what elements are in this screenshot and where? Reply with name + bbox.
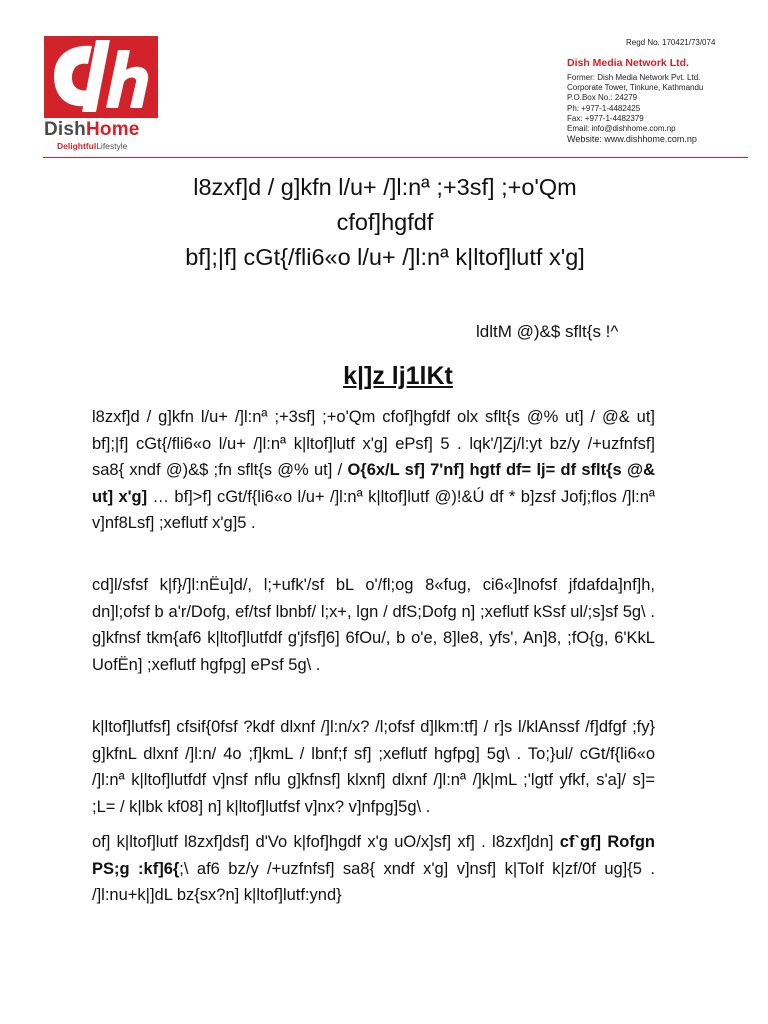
registration-number: Regd No. 170421/73/074: [626, 38, 716, 47]
address-line: Corporate Tower, Tinkune, Kathmandu: [567, 83, 704, 93]
brand-tagline: DelightfulLifestyle: [57, 141, 128, 151]
address-line: Email: info@dishhome.com.np: [567, 124, 676, 134]
title-line: l8zxf]d / g]kfn l/u+ /]l:nª ;+3sf] ;+o'Qm: [193, 174, 577, 200]
paragraph-text: … bf]>f] cGt/f{li6«o l/u+ /]l:nª k|ltof]lutf @)!&Ú df * b]zsf Jofj;flos /]l:nª v]nf8Lsf] ;xeflutf x'g]5 .: [92, 487, 655, 532]
address-line: Fax: +977-1-4482379: [567, 113, 644, 123]
header-divider: [43, 157, 748, 158]
address-line: Ph: +977-1-4482425: [567, 103, 641, 113]
paragraph-text: l8zxf]d / g]kfn l/u+ /]l:nª ;+3sf] ;+o'Qm cfof]hgfdf olx sflt{s @% ut] / @& ut] bf];|f] cGt{/fli6«o l/u+ /]l:nª k|ltof]lutf x'g] ePsf] 5 . lqk'/]Zj/l:yt bz/y /+uzfnfsf] sa8{ xndf @)&$ ;fn sflt{s @% ut] /: [92, 408, 655, 479]
paragraph-4: [92, 829, 655, 909]
document-title: [40, 170, 730, 275]
paragraph-1: [92, 404, 655, 537]
paragraph-text: k|ltof]lutfsf] cfsif{0fsf ?kdf dlxnf /]l:n/x? /l;ofsf d]lkm:tf] / r]s l/klAnssf /f]dfgf ;fy} g]kfnL dlxnf /]l:n/ 4o ;f]kmL / lbnf;f sf] ;xeflutf hgfpg] 5g\ . To;}ul/ cGt/f{li6«o /]l:nª k|ltof]lutfdf v]nsf nflu g]kfnsf] klxnf] dlxnf /]l:nª /]k|mL ;'lgtf yfkf, s'a]/ s]= ;L= / k|lbk kf08] n] k|ltof]lutfsf v]nx? v]nfpg]5g\ .: [92, 718, 655, 816]
press-release-heading: k|]z lj1lKt: [343, 362, 453, 390]
address-line: P.O.Box No.: 24279: [567, 93, 638, 103]
paragraph-text: ;\ af6 bz/y /+uzfnfsf] sa8{ xndf x'g] v]nsf] k|ToIf k|zf/0f ug]{5 . /]l:nu+k|]dL bz{sx?n] k|ltof]lutf:ynd}: [92, 859, 655, 904]
address-line: Former: Dish Media Network Pvt. Ltd.: [567, 73, 701, 82]
title-line: bf];|f] cGt{/fli6«o l/u+ /]l:nª k|ltof]lutf x'g]: [185, 244, 585, 270]
paragraph-text: of] k|ltof]lutf l8zxf]dsf] d'Vo k|fof]hgdf x'g uO/x]sf] xf] . l8zxf]dn]: [92, 833, 560, 851]
paragraph-bold-text: cf`gf] Rofgn PS;g :kf]6{: [92, 833, 655, 878]
document-date: ldltM @)&$ sflt{s !^: [476, 322, 619, 341]
company-name: Dish Media Network Ltd.: [567, 57, 689, 69]
paragraph-3: [92, 714, 655, 820]
website-line: Website: www.dishhome.com.np: [567, 134, 697, 145]
paragraph-2: [92, 572, 655, 678]
company-address: [567, 73, 703, 144]
dishhome-logo-icon: [44, 36, 158, 118]
paragraph-text: cd]l/sfsf k|f}/]l:nËu]d/, l;+ufk'/sf bL o'/fl;og 8«fug, ci6«]lnofsf jfdafda]nf]h, dn]l;ofsf b a'r/Dofg, ef/tsf lbnbf/ l;x+, lgn / dfS;Dofg n] ;xeflutf kSsf ul/;s]sf 5g\ . g]kfnsf tkm{af6 k|ltof]lutfdf g'jfsf]6] 6fOu/, b o'e, 8]le8, yfs', An]8, ;fO{g, 6'KkL UofËn] ;xeflutf hgfpg] ePsf 5g\ .: [92, 576, 655, 674]
paragraph-bold-text: O{6x/L sf] 7'nf] hgtf df= lj= df sflt{s @& ut] x'g]: [92, 461, 655, 506]
brand-name: DishHome: [44, 119, 140, 140]
title-line: cfof]hgfdf: [336, 209, 434, 235]
